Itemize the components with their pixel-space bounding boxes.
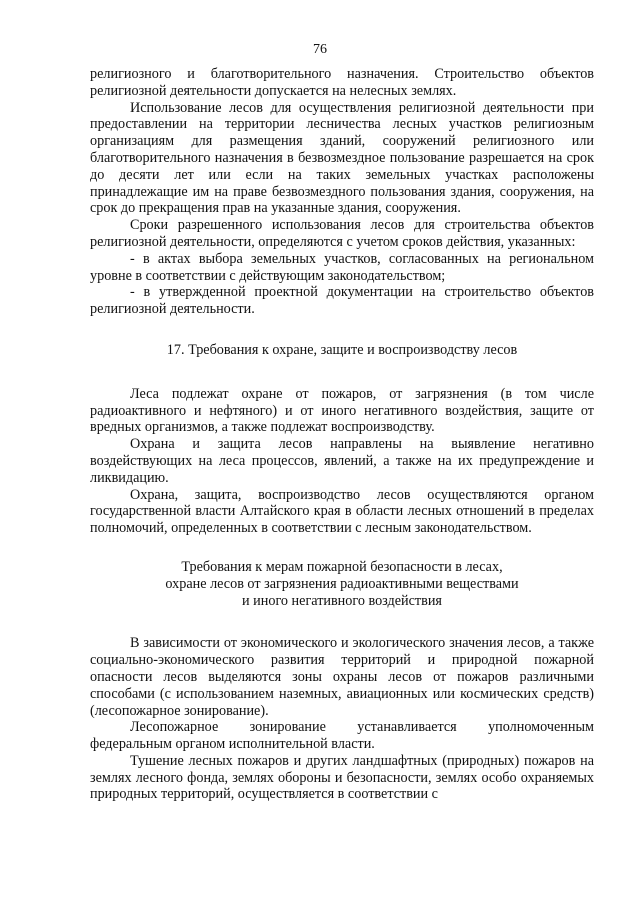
paragraph: Охрана, защита, воспроизводство лесов осуществляются органом государственной власти Алтайского края в области лесных отношений в пределах полномочий, определенных в соответствии с лесным законодательством. <box>90 486 594 537</box>
document-body <box>90 66 594 803</box>
heading-line: Требования к мерам пожарной безопасности в лесах, <box>181 558 503 575</box>
paragraph: Леса подлежат охране от пожаров, от загрязнения (в том числе радиоактивного и нефтяного) и от иного негативного воздействия, защите от вредных организмов, а также подлежат воспроизводству. <box>90 385 594 436</box>
heading-line: охране лесов от загрязнения радиоактивными веществами <box>165 575 519 592</box>
paragraph: Использование лесов для осуществления религиозной деятельности при предоставлении на территории лесничества лесных участков религиозным организациям для размещения зданий, сооружений религиозного или благотворительного назначения в безвозмездное пользование разрешается на срок до десяти лет или если на таких земельных участках расположены принадлежащие им на праве безвозмездного пользования здания, сооружения, на срок до прекращения прав на указанные здания, сооружения. <box>90 99 594 217</box>
subsection-heading-fire-safety <box>90 559 594 609</box>
paragraph: Тушение лесных пожаров и других ландшафтных (природных) пожаров на землях лесного фонда, землях обороны и безопасности, землях особо охраняемых природных территорий, осуществляется в соответствии с <box>90 752 594 803</box>
list-item: - в утвержденной проектной документации на строительство объектов религиозной деятельности. <box>90 284 594 318</box>
list-item: - в актах выбора земельных участков, согласованных на региональном уровне в соответствии с действующим законодательством; <box>90 250 594 284</box>
paragraph: Лесопожарное зонирование устанавливается уполномоченным федеральным органом исполнительной власти. <box>90 719 594 753</box>
heading-line: и иного негативного воздействия <box>242 592 442 609</box>
section-heading-17: 17. Требования к охране, защите и воспроизводству лесов <box>166 341 518 358</box>
paragraph: В зависимости от экономического и экологического значения лесов, а также социально-экономического развития территорий и природной пожарной опасности лесов выделяются зоны охраны лесов от пожаров различными способами (с использованием наземных, авиационных или космических средств) (лесопожарное зонирование). <box>90 635 594 719</box>
paragraph: религиозного и благотворительного назначения. Строительство объектов религиозной деятельности допускается на нелесных землях. <box>90 66 594 99</box>
paragraph: Охрана и защита лесов направлены на выявление негативно воздействующих на леса процессов, явлений, а также на их предупреждение и ликвидацию. <box>90 436 594 486</box>
page-number: 76 <box>313 42 327 57</box>
paragraph: Сроки разрешенного использования лесов для строительства объектов религиозной деятельности, определяются с учетом сроков действия, указанных: <box>90 217 594 250</box>
